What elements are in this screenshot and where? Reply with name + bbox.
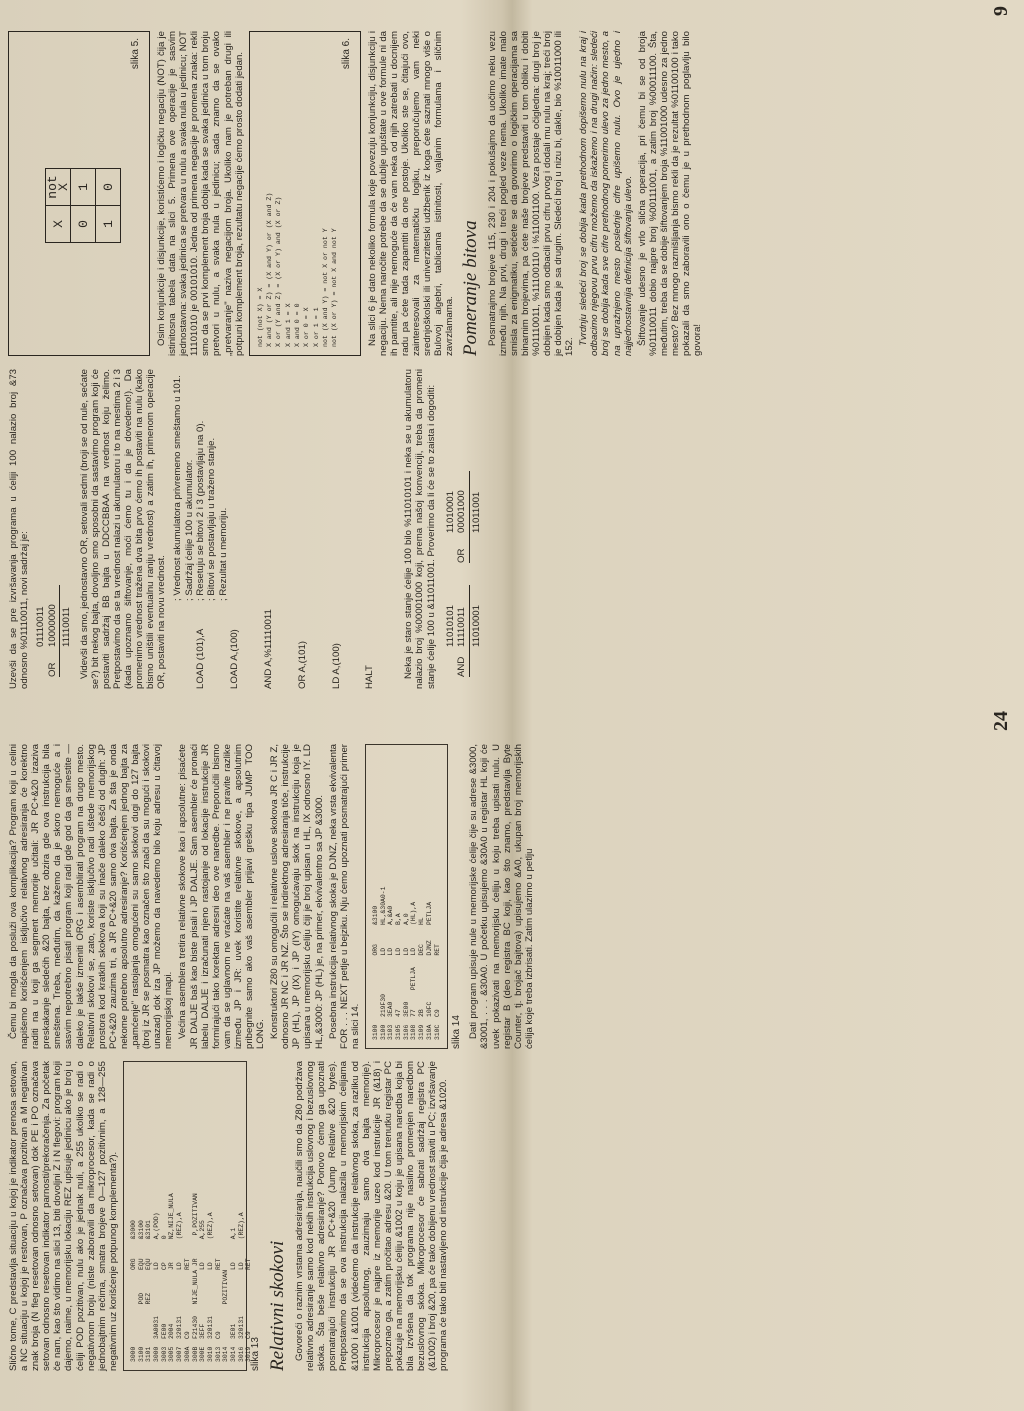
prog-ins-3: OR A,(101) <box>296 641 308 689</box>
caption-5: slika 5. <box>129 38 141 70</box>
or2-op: OR <box>456 548 468 563</box>
prog-ins-2: AND A,%11110011 <box>262 609 274 689</box>
or1-result: 11110011 <box>61 607 73 647</box>
binary-or-2 <box>445 469 483 563</box>
tt-r0-x: 0 <box>71 206 96 243</box>
and2-op: AND <box>456 656 468 677</box>
binary-or-1 <box>35 369 73 677</box>
fig6-line-2: X or (Y and Z) = (X or Y) and (X or Z) <box>275 196 283 347</box>
right-p-neka: Neka je staro stanje ćelije 100 bilo %11010101 i neka se u akumulatoru nalazio broj %00001000 koji, prema našoj konvenciji, treba da promeni stanje ćelije 100 u &11011001. Proverimo da li će se to zaista i dogoditi: <box>403 369 437 689</box>
tt-header-x: X <box>46 206 71 243</box>
left-p3: Većina asemblera tretira relativne skokove kao i apsolutne: pisaćete JR DALJE baš kao biste pisali i JP DALJE. Sam asembler će pronaći labelu DALJE i izračunati njeno rastojanje od lokacije instrukcije JR formirajući tako korektan adresni deo ove naredbe. Preporučili bismo vam da se uglavnom ne vraćate na vaš asembler i ne pravite razlike između JP i JR: uvek koristite relativne skokove, a apsolutnim pribegnite samo ako vaš asembler prijavi grešku tipa JUMP TOO LONG. <box>177 744 267 1049</box>
or2-result: 11011001 <box>470 491 482 533</box>
left-p1: Govoreći o raznim vrstama adresiranja, naučili smo da Z80 podržava relativno adresiranje samo kod nekih instrukcija uslovnog i bezuslovnog skoka. Šta beše relativno adresiranje? Ponovo ćemo ga upoznati posmatrajući instrukciju JR PC+&20 (Jump Relative &20 bytes). Pretpostavimo da se ova instrukcija nalazila u memorijskim ćelijama &1000 i &1001 (videćemo da instrukcije relativnog skoka, za razliku od instrukcija apsolutnog, zauzimaju samo dva bajta memorije). Mikroprocesor je najpre iz memorije uzeo kod instrukcije JR (&18) i prepoznao ga, a zatim pročitao adresu &20. U tom trenutku registar PC pokazuje na memorijsku ćeliju &1002 u koju je upisana naredba koja bi bila izvršena da tok programa nije nasilno promenjen naredbom bezuslovnog skoka. Mikroprocesor će sabrati sadržaj registra PC (&1002) i broj &20, pa će tako dobijenu vrednost staviti u PC; izvršavanje programa će tako biti nastavljeno od instrukcije čija je adresa &1020. <box>294 1061 450 1371</box>
fig6-line-4: X and 0 = 0 <box>293 303 301 347</box>
caption-13: slika 13 <box>249 1337 261 1371</box>
fig6-line-0: not (not X) = X <box>256 287 264 347</box>
right-p-pom1: Posmatrajmo brojeve 115, 230 i 204 i pokušajmo da uočimo neku vezu između njih. Na prvi, drugi i treći pogled veze nema. Ukoliko imate malo smisla za enigmatiku, setićete se da govorimo o logičkim operacijama sa binarnim brojevima, pa ćete naše brojeve predstaviti u tom obliku i dobiti %01110011, %11100110 i %11001100. Veza postaje očigledna: drugi broj je dobijen kada smo odbacili prvu cifru prvog i dodali mu nulu na kraj; treći broj je dobijen kada je sa drugim. Sledeći broj u nizu bi, dakle, bio %10011000 ili 152. <box>486 31 576 356</box>
or1-op: OR <box>46 662 58 677</box>
page-number-left: 24 <box>990 711 1012 731</box>
right-column-1 <box>8 369 488 689</box>
heading-relativni-skokovi: Relativni skokovi <box>267 1240 289 1371</box>
listing-14: 3100 ORG &3100 3100 219F30 LD HL,&30A0-1 3103 3EA0 LD A,&A0 3105 47 LD B,A 3106 3E00 LD A,0 3108 77 PETLJA LD (HL),A 3109 2B DEC HL 310A 10FC DJNZ PETLJA 310C C9 RET <box>365 744 448 1049</box>
prog-cmt-0: ; Vrednost akumulatora privremeno smeštamo u 101. <box>172 375 184 601</box>
right-intro: Uzevši da se pre izvršavanja programa u ćeliji 100 nalazio broj &73 odnosno %01110011, novi sadržaj je: <box>8 369 31 689</box>
truth-table-not <box>45 168 121 243</box>
prog-ins-5: HALT <box>364 665 376 689</box>
fig6-line-5: X or 0 = X <box>303 307 311 347</box>
left-p2: Čemu bi mogla da posluži ova komplikacija? Program koji u celini napišemo korišćenjem isključivo relativnog adresiranja će korektno raditi na u koji ga segment memorije učitali: JR PC+&20 izaziva preskakanje sledećih &20 bajta, bez obzira gde ova instrukcija bila smeštena. Treba, međutim, da kažemo da je skoro nemoguće a i sasvim nepotrebno pisati program koji radi gde god da ga smestite — daleko je lakše izmeniti ORG i asemblirati program na drugo mesto. Relativni skokovi se, zato, koriste isključivo radi uštede memorijskog prostora kod kratkih skokova koji su inače daleko češći od dugih: JP PC+&20 zauzima tri, a JR PC+&20 samo dva bajta. Za šta je onda nekome potrebno apsolutno adresiranje? Korišćenjem jednog bajta za „pamćenje" rastojanja omogućeni su samo skokovi dugi do 127 bajta (broj iz JR se posmatra kao označen što znači da su mogući i skokovi unazad) dok iza JP možemo da navedemo bilo koju adresu u čitavoj memorijskoj mapi. <box>8 744 175 1049</box>
prog-ins-1: LOAD A,(100) <box>228 629 240 689</box>
and2-a: 11010101 <box>444 605 456 647</box>
and2-result: 11010001 <box>470 605 482 647</box>
binary-and-2 <box>445 583 483 677</box>
prog-ins-4: LD A,(100) <box>330 643 342 689</box>
tt-r1-notx: 0 <box>96 169 121 206</box>
figure-6-box <box>249 31 361 356</box>
left-column-2 <box>8 744 538 1049</box>
left-column-1 <box>8 1061 452 1371</box>
right-p-pom3: Šiftovanje udesno je vrlo slična operacija, pri čemu bi se od broja %01110011 dobio najpre broj %00111001, a zatim broj %00011100. Šta, međutim, treba da se dobije šiftovanjem broja %11001000 udesno za jedno mesto? Bez mnogo razmišljanja bismo rekli da je rezultat %01100100 i tako pokazali da smo zaboravili ono o čemu je u prethodnom poglavlju bilo govora! <box>636 31 704 356</box>
figure-5-box <box>8 31 150 356</box>
fig6-line-8: not (X or Y) = not X and not Y <box>331 228 339 347</box>
right-p-osim: Osim konjunkcije i disjunkcije, koristićemo i logičku negaciju (NOT) čija je istinitosna tabela data na slici 5. Primena ove operacije je sasvim jednostavna: svaka jedinica se pretvara u nulu a svaka nula u jedinicu; NOT 11101010 je 00101010. Jedna od primena negacije je promena znaka: rekli smo da se prvi komplement broja dobija kada se svaka jedinica u tom broju pretvori u nulu, a svaka nula u jedinicu; sada znamo da se ovako „pretvaranje" naziva negacijom broja. Ukoliko nam je potreban drugi ili potpuni komplement broja, rezultatu negacije ćemo prosto dodati jedan. <box>156 31 245 356</box>
or2-b: 00001000 <box>456 490 468 533</box>
or2-a: 11010001 <box>444 491 456 533</box>
left-p5: Posebna instrukcija relativnog skoka je DJNZ, neka vrsta ekvivalenta FOR . . . NEXT petlje u bejziku. Nju ćemo upoznati posmatrajući primer na slici 14. <box>327 744 361 1049</box>
left-p6: Dati program upisuje nule u memorijske ćelije čije su adrese &3000, &3001, . . . &30A0. U početku upisujemo &30A0 u registar HL koji će uvek pokazivati na memorijsku ćeliju u koju treba upisati nulu. U registar B (deo registra BC koji, kao što znamo, predstavlja Byte Counter, tj. brojač bajtova) upisujemo &A0, ukupan broj memorijskih ćelija koje treba izbrisati. Zatim ulazimo u petlju <box>468 744 535 1049</box>
fig6-line-6: X or 1 = 1 <box>312 307 320 347</box>
right-p-slici6: Na slici 6 je dato nekoliko formula koje povezuju konjunkciju, disjunkciju i negaciju. Nema naročite potrebe da se dublje upuštate u ove formule ni da ih pamtite, ali nije nemoguće da će vam neka od njih zatrebati u docnijem radu pa ćete tada zapamtiti da one postoje. Ukoliko ste se, čitajući ovo, zainteresovali za matematičku logiku, preporučujemo vam neki srednjoškolski ili univerzitetski udžbenik iz koga ćete saznati mnogo više o Bulovoj algebri, tablicama istinitosti, valjanim formulama i sličnim zavrzlamama. <box>366 31 456 356</box>
prog-cmt-4: ; Rezultat u memoriju. <box>217 507 229 601</box>
or1-b: 10000000 <box>46 604 58 647</box>
left-p4: Konstruktori Z80 su omogućili i relativne uslove skokova JR C i JR Z, odnosno JR NC i JR NZ. Što se indirektnog adresiranja tiče, instrukcije JP (HL), JP (IX) i JP (IY) omogućavaju skok na instrukciju koja je upisana u memorijsku ćeliju čiji je broj upisan u HL, IX odnosno IY. LD HL,&3000: JP (HL) je, na primer, ekvivalentno sa JP &3000. <box>269 744 325 1049</box>
heading-pomeranje-bitova: Pomeranje bitova <box>459 220 481 356</box>
right-p-or: Videvši da smo, jednostavno OR, setovali sedmi (broji se od nule, sećate se?) bit nekog bajta, dovoljno smo sposobni da sastavimo program koji će postaviti sadržaj BB bajta u DDCCBBAA na vrednost koju želimo. Pretpostavimo da se ta vrednost nalazi u akumulatoru i to na mestima 2 i 3 (kada upoznamo šiftovanje, moći ćemo tu i da je dovedemo!). Da promenimo vrednost tražena dva bita prvo ćemo ih postaviti na nulu (kako bismo uništili eventualnu raniju vrednost) a zatim ih, primenom operacije OR, postaviti na novu vrednost. <box>78 369 168 689</box>
prog-cmt-2: ; Resetuju se bitovi 2 i 3 (postavljaju na 0). <box>195 420 207 601</box>
caption-14: slika 14 <box>451 1015 463 1049</box>
page-number-right: 9 <box>990 6 1012 16</box>
prog-cmt-3: ; Bitovi se postavljaju u traženo stanje. <box>206 437 218 601</box>
right-column-2 <box>8 31 706 356</box>
right-p-pom2: Tvrdnju sledeći broj se dobija kada prethodnom dopišemo nulu na kraj i odbacimo njegovu prvu cifru možemo da iskažemo i na drugi način: sledeći broj se dobija kada sve cifre prethodnog pomerimo ulevo za jedno mesto, a na upražnjeno mesto poslednje cifre upišemo nulu. Ovo je ujedno i najjednostavnija definicija šiftovanja ulevo. <box>578 31 634 356</box>
tt-r1-x: 1 <box>96 206 121 243</box>
and2-b: 11110011 <box>456 607 468 647</box>
fig6-line-3: X and 1 = X <box>284 303 292 347</box>
caption-6: slika 6. <box>340 38 352 70</box>
fig6-line-1: X and (Y or Z) = (X and Y) or (X and Z) <box>266 192 274 347</box>
prog-cmt-1: ; Sadržaj ćelije 100 u akumulator. <box>183 459 195 601</box>
tt-header-notx: not X <box>46 169 71 206</box>
program-listing <box>172 369 398 689</box>
fig6-line-7: not (X and Y) = not X or not Y <box>321 228 329 347</box>
tt-r0-notx: 1 <box>71 169 96 206</box>
or1-a: 01110011 <box>35 606 47 647</box>
listing-13: 3000 ORG &3000 3100 POD EQU &3100 3101 REZ EQU &3101 3000 3A0031 LD A,(POD) 3003 FE00 CP 0 3005 2004 JR NZ,NIJE_NULA 3007 320131 LD (REZ),A 300A C9 RET 300B F21430 NIJE_NULA JR P,POZITIVAN 300E 3EFF LD A,255 3010 320131 LD (REZ),A 3013 C9 RET 3014 POZITIVAN 3014 3E01 LD A,1 3016 320131 LD (REZ),A 3019 C9 RET <box>123 1061 247 1371</box>
left-intro: Slično tome, C predstavlja situaciju u kojoj je indikator prenosa setovan, a NC situaciju u kojoj je restovan, P označava pozitivan a M negativan znak broja (N fleg resetovan odnosno setovan) dok PE i PO označava setovan odnosno resetovan indikator parnosti/prekoračenja. Za početak če nam, kao što vidimo na slici 13, biti dovoljni Z i N flegovi: program koji dajemo, naime, u memorijsku lokaciju REZ upisuje jedinicu ako je broj u ćeliji POD pozitivan, nulu ako je jednak nuli, a 255 ukoliko se radi o negativnom broju (niste zaboravili da mikroprocesor, kada se radi o jednobajtnim rečima, smatra brojeve 0—127 pozitivnim, a 128—255 negativnim uz korišćenje potpunog komplementa?). <box>8 1061 119 1371</box>
prog-ins-0: LOAD (101),A <box>195 628 207 689</box>
